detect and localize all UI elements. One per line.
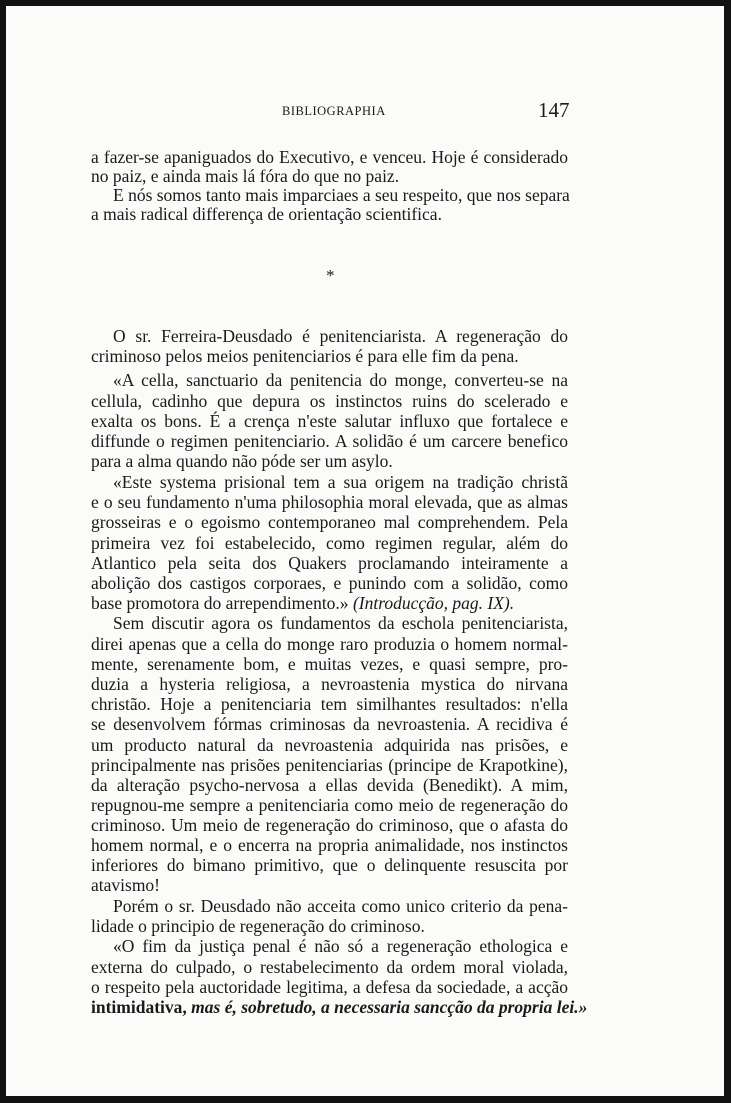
section-separator: * [326,266,335,285]
text-line: a mais radical differença de orientação scientifica. [91,204,442,224]
text-line: no paiz, e ainda mais lá fóra do que no paiz. [91,166,400,186]
text-line: atavismo! [91,875,161,895]
text-line: externa do culpado, o restabelecimento da ordem moral violada, [91,957,568,977]
page-number: 147 [538,98,570,122]
text-line: para a alma quando não póde ser um asylo. [91,451,393,471]
text-line: criminoso. Um meio de regeneração do criminoso, que o afasta do [91,815,568,835]
text-line: mente, serenamente bom, e muitas vezes, e quasi sempre, pro- [91,654,568,674]
text-line: direi apenas que a cella do monge raro produzia o homem normal- [91,634,568,654]
text-line: um producto natural da nevroastenia adquirida nas prisões, e [91,735,568,755]
text-line: a fazer-se apaniguados do Executivo, e venceu. Hoje é considerado [91,147,568,167]
text-line: diffunde o regimen penitenciario. A solidão é um carcere benefico [91,431,568,451]
text-line: criminoso pelos meios penitenciarios é para elle fim da pena. [91,346,519,366]
text-line: abolição dos castigos corporaes, e punindo com a solidão, como [91,573,568,593]
text-line: O sr. Ferreira-Deusdado é penitenciarista. A regeneração do [113,326,568,346]
text-line: inferiores do bimano primitivo, que o delinquente resuscita por [91,855,568,875]
text-line: «A cella, sanctuario da penitencia do monge, converteu-se na [113,370,568,390]
text-line: repugnou-me sempre a penitenciaria como meio de regeneração do [91,795,568,815]
text-line: grosseiras e o egoismo contemporaneo mal comprehendem. Pela [91,512,568,532]
text-line: lidade o principio de regeneração do criminoso. [91,916,425,936]
text-line: duzia a hysteria religiosa, a nevroastenia mystica do nirvana [91,674,568,694]
text-line: homem normal, e o encerra na propria animalidade, nos instinctos [91,835,568,855]
text-line: principalmente nas prisões penitenciarias (principe de Krapotkine), [91,755,568,775]
text-line: Sem discutir agora os fundamentos da eschola penitenciarista, [113,613,568,633]
text-line: E nós somos tanto mais imparciaes a seu respeito, que nos separa [113,185,570,205]
text-line: «Este systema prisional tem a sua origem na tradição christã [113,472,568,492]
text-line: cellula, cadinho que depura os instinctos ruins do scelerado e [91,391,568,411]
citation: (Introducção, pag. IX). [352,593,515,613]
running-title: BIBLIOGRAPHIA [282,104,386,118]
text-line [91,997,587,1017]
text-line: da alteração psycho-nervosa a ellas devida (Benedikt). A mim, [91,775,568,795]
text-line: e o seu fundamento n'uma philosophia moral elevada, que as almas [91,492,568,512]
text-line: «O fim da justiça penal é não só a regeneração ethologica e [113,936,568,956]
emphasis-italic: mas é, sobretudo, a necessaria sancção da propria lei.» [191,997,588,1017]
text-line: primeira vez foi estabelecido, como regimen regular, além do [91,533,568,553]
text-line: Porém o sr. Deusdado não acceita como unico criterio da pena- [113,896,568,916]
text-line: o respeito pela auctoridade legitima, a defesa da sociedade, a acção [91,977,568,997]
quote-end: base promotora do arrependimento.» [91,593,349,613]
text-line [91,593,514,613]
text-line: christão. Hoje a penitenciaria tem similhantes resultados: n'ella [91,694,568,714]
text-line: Atlantico pela seita dos Quakers proclamando inteiramente a [91,553,568,573]
text-line: exalta os bons. É a crença n'este salutar influxo que fortalece e [91,411,568,431]
emphasis-bold: intimidativa, [91,997,187,1017]
text-line: se desenvolvem fórmas criminosas da nevroastenia. A recidiva é [91,714,568,734]
